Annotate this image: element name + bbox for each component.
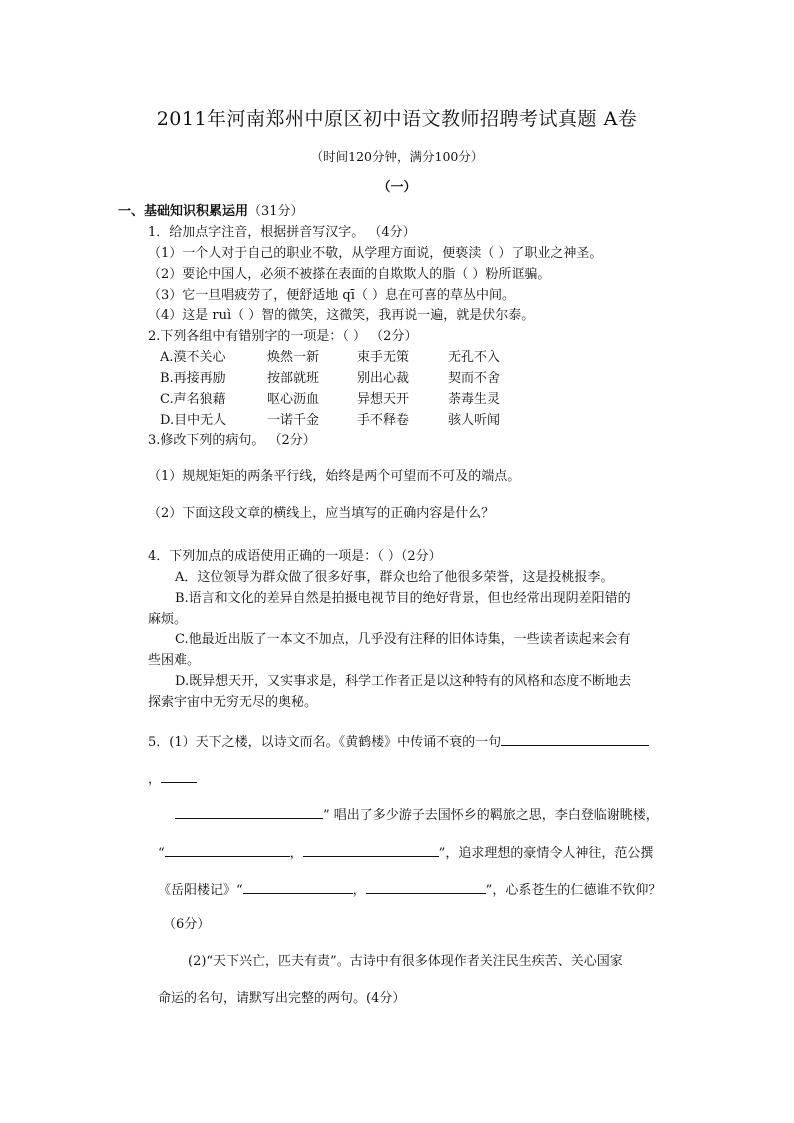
q2-option: 骇人听闻 bbox=[448, 413, 501, 428]
q5-score: （6分） bbox=[163, 917, 211, 932]
q4-option-a: A．这位领导为群众做了很多好事，群众也给了他很多荣誉，这是投桃报李。 bbox=[175, 570, 614, 585]
q4-option-d: D.既异想天开，又实事求是，科学工作者正是以这种特有的风格和态度不断地去 bbox=[175, 674, 632, 689]
q2-option: C.声名狼藉 bbox=[160, 392, 226, 407]
q1-stem: 1．给加点字注音，根据拼音写汉字。 （4分） bbox=[148, 225, 416, 240]
q2-option: 契而不舍 bbox=[448, 371, 501, 386]
q1-item-3: （3）它一旦唱疲劳了，便舒适地 qī（ ）息在可喜的草丛中间。 bbox=[148, 288, 516, 303]
q5-text: ” 唱出了多少游子去国怀乡的羁旅之思，李白登临谢眺楼， bbox=[323, 808, 659, 823]
q2-option: 束手无策 bbox=[357, 350, 410, 365]
q5-text: ， bbox=[148, 772, 162, 787]
q5-part-2: (2)“天下兴亡，匹夫有责”。古诗中有很多体现作者关注民生疾苦、关心国家 bbox=[188, 954, 623, 969]
q2-option: 焕然一新 bbox=[267, 350, 320, 365]
q2-option: A.漠不关心 bbox=[160, 350, 226, 365]
q2-option: 呕心沥血 bbox=[267, 392, 320, 407]
q5-text: ”，追求理想的豪情令人神往，范公撰 bbox=[438, 846, 654, 861]
q3-item-2: （2）下面这段文章的横线上，应当填写的正确内容是什么？ bbox=[148, 506, 495, 521]
q2-option: 荼毒生灵 bbox=[448, 392, 501, 407]
exam-title: 2011年河南郑州中原区初中语文教师招聘考试真题 A卷 bbox=[156, 108, 638, 130]
q2-option: 异想天开 bbox=[357, 392, 410, 407]
q2-stem: 2.下列各组中有错别字的一项是：（ ） （2分） bbox=[148, 329, 418, 344]
part-heading: （一） bbox=[377, 180, 417, 195]
q2-option: 手不释卷 bbox=[357, 413, 410, 428]
q4-stem: 4．下列加点的成语使用正确的一项是：（ ）（2分） bbox=[148, 549, 442, 564]
q1-item-2: （2）要论中国人，必须不被搽在表面的自欺欺人的脂（ ）粉所诓骗。 bbox=[148, 267, 551, 282]
q1-item-4: （4）这是 ruì（ ）智的微笑，这微笑，我再说一遍，就是伏尔泰。 bbox=[148, 308, 535, 323]
section-heading bbox=[118, 203, 304, 221]
answer-blank[interactable] bbox=[303, 842, 439, 857]
q3-stem: 3.修改下列的病句。 （2分） bbox=[148, 433, 316, 448]
answer-blank[interactable] bbox=[161, 768, 197, 783]
q5-text: 5．(1）天下之楼，以诗文而名。《黄鹤楼》中传诵不衰的一句 bbox=[148, 735, 502, 750]
answer-blank[interactable] bbox=[165, 842, 290, 857]
exam-subtitle: （时间120分钟，满分100分） bbox=[310, 149, 484, 164]
q2-option: D.目中无人 bbox=[160, 413, 227, 428]
q4-option-b: B.语言和文化的差异自然是拍摄电视节目的绝好背景，但也经常出现阴差阳错的 bbox=[175, 591, 631, 606]
q4-option-c: C.他最近出版了一本文不加点，几乎没有注释的旧体诗集，一些读者读起来会有 bbox=[175, 632, 631, 647]
q1-item-1: （1）一个人对于自己的职业不敬，从学理方面说，便亵渎（ ）了职业之神圣。 bbox=[148, 246, 603, 261]
q3-item-1: （1）规规矩矩的两条平行线，始终是两个可望而不可及的端点。 bbox=[148, 469, 521, 484]
q2-option: B.再接再励 bbox=[160, 371, 226, 386]
q5-part-2-cont: 命运的名句，请默写出完整的两句。(4分） bbox=[158, 991, 406, 1006]
q5-text: ， bbox=[289, 846, 303, 861]
q2-option: 无孔不入 bbox=[448, 350, 501, 365]
q2-option: 一诺千金 bbox=[267, 413, 320, 428]
q2-option: 别出心裁 bbox=[357, 371, 410, 386]
q5-text: ”，心系苍生的仁德谁不钦仰？ bbox=[485, 883, 662, 898]
answer-blank[interactable] bbox=[243, 879, 353, 894]
answer-blank[interactable] bbox=[175, 804, 323, 819]
answer-blank[interactable] bbox=[501, 731, 649, 746]
q4-option-d-cont: 探索宇宙中无穷无尽的奥秘。 bbox=[148, 695, 318, 710]
q5-line-4 bbox=[158, 842, 653, 863]
answer-blank[interactable] bbox=[366, 879, 486, 894]
section-score: （31分） bbox=[248, 204, 304, 219]
q2-option: 按部就班 bbox=[267, 371, 320, 386]
q5-text: “ bbox=[158, 846, 165, 861]
q5-line-3 bbox=[175, 804, 659, 825]
q5-line-2 bbox=[148, 768, 197, 789]
section-title: 一、基础知识积累运用 bbox=[118, 204, 249, 219]
q4-option-b-cont: 麻烦。 bbox=[148, 612, 188, 627]
q5-line-1 bbox=[148, 731, 649, 752]
q5-text: 《岳阳楼记》“ bbox=[158, 883, 243, 898]
q5-line-5 bbox=[158, 879, 661, 900]
q4-option-c-cont: 些困难。 bbox=[148, 653, 201, 668]
q5-text: ， bbox=[352, 883, 366, 898]
